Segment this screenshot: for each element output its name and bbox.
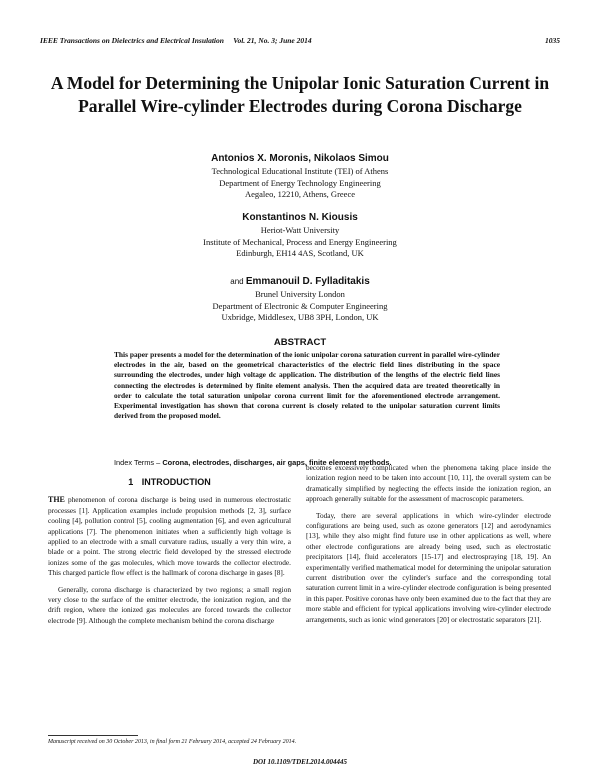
index-terms-label: Index Terms –: [114, 458, 163, 467]
and-word: and: [230, 277, 246, 286]
running-header: [40, 36, 560, 48]
paragraph: becomes excessively complicated when the phenomena taking place inside the ionization region need to be taken into account [10, 11], the overall system can be dramatically simplified by neglecting the effects inside the ionization region, an approach generally suitable for the assessment of macroscopic parameters.: [306, 463, 551, 504]
drop-word: THE: [48, 495, 65, 505]
affiliation-line: Edinburgh, EH14 4AS, Scotland, UK: [236, 248, 364, 258]
paper-title: A Model for Determining the Unipolar Ionic Saturation Current in Parallel Wire-cylinder Electrodes during Corona Discharge: [50, 73, 550, 116]
affiliation-line: Technological Educational Institute (TEI) of Athens: [211, 166, 389, 176]
author-block-1: [40, 152, 560, 201]
right-column: [306, 463, 551, 631]
index-terms-text: Corona, electrodes, discharges, air gaps, finite element methods.: [162, 458, 392, 467]
footnote-divider: [48, 735, 138, 736]
affiliation-line: Institute of Mechanical, Process and Energy Engineering: [203, 236, 397, 247]
author-names: Antonios X. Moronis, Nikolaos Simou: [211, 153, 389, 164]
author-names: Konstantinos N. Kiousis: [242, 212, 358, 223]
section-heading: [48, 477, 291, 487]
abstract-heading: ABSTRACT: [273, 337, 327, 348]
affiliation-line: Aegaleo, 12210, Athens, Greece: [245, 189, 355, 199]
author-names: and Emmanouil D. Fylladitakis: [230, 276, 370, 287]
affiliation-line: Heriot-Watt University: [260, 225, 340, 235]
journal-name: IEEE Transactions on Dielectrics and Electrical Insulation Vol. 21, No. 3; June 2014: [40, 36, 312, 45]
author-block-2: [40, 211, 560, 260]
paragraph: THE phenomenon of corona discharge is being used in numerous electrostatic processes [1]. Application examples include propulsion methods [2, 3], surface cooling [4], pollution control [5], cooling augmentation [6], and even agricultural applications [7]. The phenomenon initiates when a sufficiently high voltage is applied to an electrode with a small curvature radius, usually a very thin wire, a blade or a point. The strong electric field developed by the stressed electrode ionizes some of the gas molecules, which move towards the collector electrode. This charged particle flow effect is the hallmark of corona discharge in gases [8].: [48, 495, 291, 578]
author-block-3: [40, 275, 560, 324]
paragraph: Generally, corona discharge is characterized by two regions; a small region very close to the surface of the emitter electrode, the ionization region, and the drift region, where the ionized gas molecules are forced towards the collector electrode [9]. Although the complete mechanism behind the corona discharge: [48, 584, 291, 625]
affiliation-line: Department of Electronic & Computer Engineering: [212, 300, 388, 311]
left-column: [48, 477, 291, 632]
abstract-text: This paper presents a model for the determination of the ionic unipolar corona saturation current in parallel wire-cylinder electrodes in the air, based on the geometrical characteristics of the electric field lines distributing in the space surrounding the electrodes, under high voltage dc application. The distribution of the lengths of the electric field lines connecting the electrodes is determined by finite element analysis. Then the acquired data are treated theoretically in order to calculate the total saturation unipolar corona current limit for the aforementioned electrode arrangement. Experimental investigation has shown that corona current is closely related to the unipolar saturation current limits derived from the proposed model.: [114, 350, 500, 421]
manuscript-footnote: Manuscript received on 30 October 2013, in final form 21 February 2014, accepted 24 February 2014.: [48, 739, 297, 745]
affiliation-line: Brunel University London: [255, 289, 345, 299]
section-number: 1: [128, 477, 134, 487]
affiliation-line: Department of Energy Technology Engineering: [219, 177, 381, 188]
affiliation-line: Uxbridge, Middlesex, UB8 3PH, London, UK: [221, 312, 379, 322]
page-number: 1035: [545, 36, 560, 45]
paragraph: Today, there are several applications in which wire-cylinder electrode configurations are being used, such as ozone generators [12] and aerodynamics [13], while they also might find future use in other applications as well, where other electrode configurations are already being used, such as electrostatic precipitators [14], fluid accelerators [15-17] and electrospraying [18, 19]. An experimentally verified mathematical model for determining the unipolar saturation current distribution over the cylinder's surface and the corresponding total saturation current limit in a wire-cylinder electrode configuration is being presented in this paper. Positive coronas have only been examined due to the fact that they are more stable and efficient for typical applications involving wire-cylinder electrode arrangements, such as ionic wind generators [20] or electrostatic separators [21].: [306, 510, 551, 624]
section-title: INTRODUCTION: [141, 477, 211, 487]
doi: DOI 10.1109/TDEI.2014.004445: [252, 758, 348, 766]
